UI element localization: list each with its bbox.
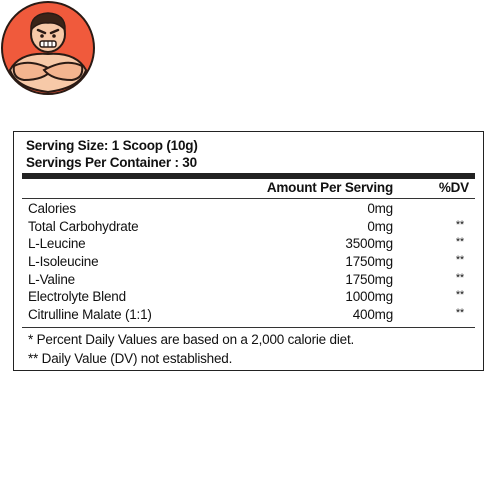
- nutrient-row-calories: [14, 201, 483, 219]
- nutrient-amount: 0mg: [367, 218, 393, 234]
- nutrient-row-l-isoleucine: [14, 254, 483, 272]
- nutrient-dv: **: [455, 307, 464, 320]
- footer-divider: [22, 327, 475, 328]
- nutrient-name: L-Valine: [28, 271, 75, 287]
- nutrient-name: Total Carbohydrate: [28, 218, 139, 234]
- header-divider: [22, 198, 475, 199]
- nutrient-dv: **: [455, 289, 464, 302]
- header-amount-per-serving: Amount Per Serving: [266, 180, 393, 195]
- nutrient-row-electrolyte-blend: [14, 289, 483, 307]
- nutrient-name: Electrolyte Blend: [28, 289, 126, 305]
- nutrient-row-citrulline-malate: [14, 307, 483, 325]
- nutrient-amount: 3500mg: [345, 236, 393, 252]
- supplement-facts-panel: [13, 131, 484, 371]
- muscle-mascot-icon: [0, 0, 96, 96]
- nutrient-name: L-Leucine: [28, 236, 86, 252]
- nutrient-amount: 1750mg: [345, 271, 393, 287]
- footnote-percent-daily-values: * Percent Daily Values are based on a 2,000 calorie diet.: [28, 332, 355, 347]
- nutrient-amount: 1000mg: [345, 289, 393, 305]
- nutrient-dv: **: [455, 254, 464, 267]
- nutrient-row-total-carbohydrate: [14, 219, 483, 237]
- serving-size: Serving Size: 1 Scoop (10g): [26, 138, 198, 153]
- nutrient-name: Citrulline Malate (1:1): [28, 307, 152, 323]
- nutrient-name: L-Isoleucine: [28, 254, 99, 270]
- nutrient-dv: **: [455, 236, 464, 249]
- nutrient-dv: **: [455, 271, 464, 284]
- servings-per-container: Servings Per Container : 30: [26, 155, 197, 170]
- nutrient-amount: 400mg: [352, 307, 393, 323]
- nutrient-name: Calories: [28, 201, 76, 216]
- nutrient-amount: 1750mg: [345, 254, 393, 270]
- nutrient-dv: **: [455, 218, 464, 231]
- nutrient-amount: 0mg: [367, 201, 393, 216]
- brand-logo: [0, 0, 96, 96]
- nutrient-list: [14, 201, 483, 325]
- footnote-dv-not-established: ** Daily Value (DV) not established.: [28, 351, 233, 366]
- nutrient-row-l-leucine: [14, 236, 483, 254]
- nutrient-row-l-valine: [14, 272, 483, 290]
- header-daily-value: %DV: [438, 180, 469, 195]
- thick-divider: [22, 173, 475, 179]
